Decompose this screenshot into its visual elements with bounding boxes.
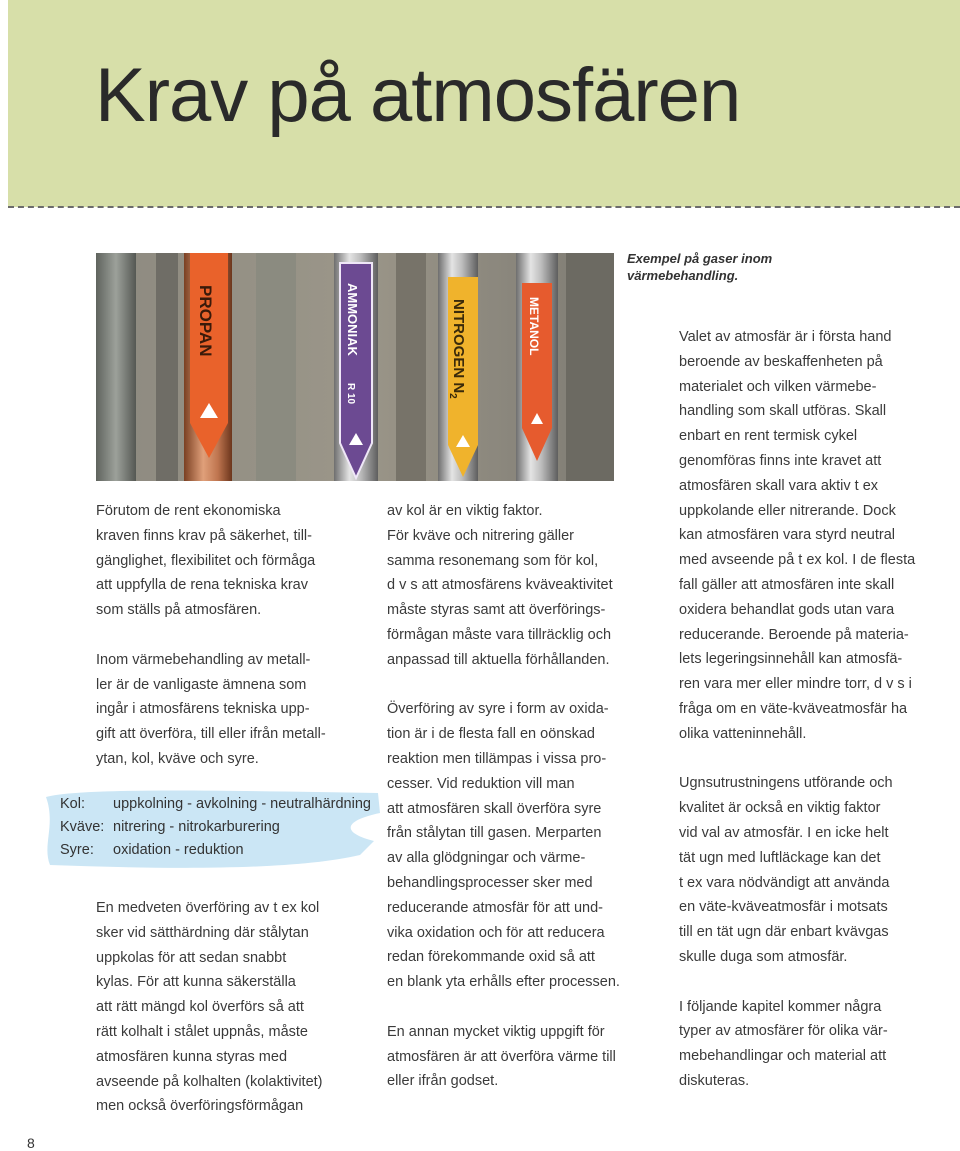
gas-process-table <box>42 785 382 873</box>
text-line: diskuteras. <box>679 1072 750 1089</box>
text-line: oxidera behandlat gods utan vara <box>679 601 895 618</box>
text-line: materialet och vilken värmebe- <box>679 378 877 395</box>
text-line: Valet av atmosfär är i första hand <box>679 329 892 345</box>
text-line: ytan, kol, kväve och syre. <box>96 750 259 767</box>
page-number: 8 <box>27 1135 35 1151</box>
text-line: ingår i atmosfärens tekniska upp- <box>96 701 310 718</box>
figure-caption <box>627 250 827 284</box>
text-line: behandlingsprocesser sker med <box>387 874 593 891</box>
text-line: tät ugn med luftläckage kan det <box>679 849 881 866</box>
gas-value: oxidation - reduktion <box>113 842 244 858</box>
gas-key: Kol: <box>60 796 85 812</box>
text-line: förmågan måste vara tillräcklig och <box>387 626 612 643</box>
gas-value: nitrering - nitrokarburering <box>113 819 280 835</box>
text-line: rätt kolhalt i stålet uppnås, måste <box>96 1023 308 1040</box>
pipe-label-propan: PROPAN <box>196 285 215 357</box>
text-line: uppkolande eller nitrerande. Dock <box>679 502 896 519</box>
text-line: kvalitet är också en viktig faktor <box>679 800 881 817</box>
text-line: Ugnsutrustningens utförande och <box>679 775 893 792</box>
column-1-top <box>96 499 386 772</box>
text-line: att uppfylla de rena tekniska krav <box>96 577 308 594</box>
text-line: typer av atmosfärer för olika vär- <box>679 1023 888 1040</box>
text-line: måste styras samt att överförings- <box>387 602 606 619</box>
text-line: samma resonemang som för kol, <box>387 552 599 569</box>
text-line: uppkolas för att sedan snabbt <box>96 949 287 966</box>
text-line: av kol är en viktig faktor. <box>387 503 543 519</box>
text-line: med avseende på t ex kol. I de flesta <box>679 552 916 569</box>
text-line: Inom värmebehandling av metall- <box>96 651 311 668</box>
page-title: Krav på atmosfären <box>95 53 741 138</box>
text-line: av alla glödgningar och värme- <box>387 850 586 867</box>
text-line: sker vid sätthärdning där stålytan <box>96 924 309 941</box>
caption-text: Exempel på gaser inom värmebehandling. <box>627 251 773 283</box>
text-line: vid val av atmosfär. I en icke helt <box>679 824 889 841</box>
dashed-divider <box>8 206 960 208</box>
text-line: redan förekommande oxid så att <box>387 949 595 966</box>
text-line: som ställs på atmosfären. <box>96 602 262 619</box>
text-line: från stålytan till gasen. Merparten <box>387 825 602 842</box>
gas-row-syre <box>60 842 244 858</box>
column-1-bottom <box>96 896 386 1119</box>
text-line: ler är de vanligaste ämnena som <box>96 676 307 693</box>
gas-pipes-photo <box>96 253 614 481</box>
text-line: Förutom de rent ekonomiska <box>96 503 281 519</box>
text-line: I följande kapitel kommer några <box>679 998 882 1015</box>
gas-key: Syre: <box>60 842 94 858</box>
text-line: olika vatteninnehåll. <box>679 725 807 742</box>
text-line: atmosfären kunna styras med <box>96 1048 288 1065</box>
text-line: För kväve och nitrering gäller <box>387 527 574 544</box>
pipe-label-metanol: METANOL <box>527 297 541 356</box>
text-line: tion är i de flesta fall en oönskad <box>387 726 595 743</box>
text-line: En annan mycket viktig uppgift för <box>387 1023 605 1040</box>
text-line: till en tät ugn där enbart kvävgas <box>679 924 889 941</box>
text-line: reducerande atmosfär för att und- <box>387 899 604 916</box>
text-line: gänglighet, flexibilitet och förmåga <box>96 552 316 569</box>
text-line: fråga om en väte-kväveatmosfär ha <box>679 700 908 717</box>
text-line: anpassad till aktuella förhållanden. <box>387 651 610 668</box>
text-line: ren vara mer eller mindre torr, d v s i <box>679 676 912 693</box>
text-line: att atmosfären skall överföra syre <box>387 800 602 817</box>
text-line: reducerande. Beroende på materia- <box>679 626 909 643</box>
pipe-subscript: 2 <box>447 393 458 399</box>
text-line: reaktion men tillämpas i vissa pro- <box>387 750 607 767</box>
text-line: handling som skall utföras. Skall <box>679 403 887 420</box>
text-line: fall gäller att atmosfären inte skall <box>679 576 895 593</box>
text-line: att rätt mängd kol överförs så att <box>96 999 304 1016</box>
text-line: Överföring av syre i form av oxida- <box>387 701 609 718</box>
column-2 <box>387 499 657 1094</box>
gas-key: Kväve: <box>60 819 105 835</box>
text-line: gift att överföra, till eller ifrån metall- <box>96 726 326 743</box>
gas-row-kvave <box>60 819 280 835</box>
pipe-label-nitrogen: NITROGEN N <box>450 299 467 394</box>
pipe-code: R 10 <box>345 383 356 405</box>
pipe-label-ammoniak: AMMONIAK <box>345 283 360 356</box>
text-line: atmosfären är att överföra värme till <box>387 1048 616 1065</box>
text-line: cesser. Vid reduktion vill man <box>387 775 575 792</box>
text-line: avseende på kolhalten (kolaktivitet) <box>96 1073 323 1090</box>
text-line: vika oxidation och för att reducera <box>387 924 605 941</box>
gas-row-kol <box>60 796 371 812</box>
text-line: kylas. För att kunna säkerställa <box>96 974 296 991</box>
text-line: beroende av beskaffenheten på <box>679 353 883 370</box>
text-line: en väte-kväveatmosfär i motsats <box>679 899 888 916</box>
text-line: d v s att atmosfärens kväveaktivitet <box>387 577 613 594</box>
text-line: genomföras finns inte kravet att <box>679 452 882 469</box>
text-line: kan atmosfären vara styrd neutral <box>679 527 895 544</box>
text-line: t ex vara nödvändigt att använda <box>679 874 890 891</box>
text-line: enbart en rent termisk cykel <box>679 428 858 445</box>
column-3 <box>679 325 954 1094</box>
text-line: En medveten överföring av t ex kol <box>96 900 320 916</box>
text-line: kraven finns krav på säkerhet, till- <box>96 527 312 544</box>
text-line: skulle duga som atmosfär. <box>679 948 848 965</box>
text-line: men också överföringsförmågan <box>96 1098 304 1115</box>
text-line: mebehandlingar och material att <box>679 1048 887 1065</box>
text-line: atmosfären skall vara aktiv t ex <box>679 477 879 494</box>
text-line: eller ifrån godset. <box>387 1073 499 1090</box>
text-line: en blank yta erhålls efter processen. <box>387 974 620 991</box>
text-line: lets legeringsinnehåll kan atmosfä- <box>679 651 903 668</box>
gas-value: uppkolning - avkolning - neutralhärdning <box>113 796 371 812</box>
